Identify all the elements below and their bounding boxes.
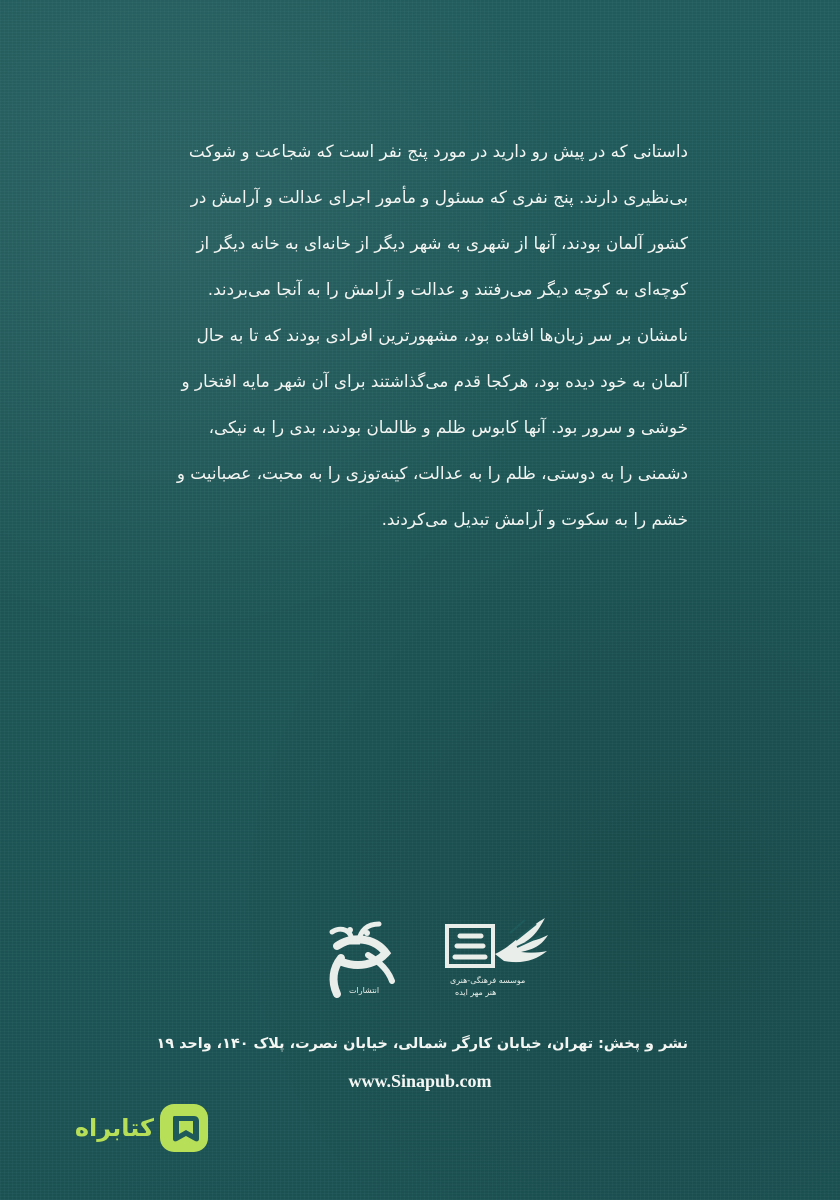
publisher-logos [0,910,840,1015]
blurb-line: خوشی و سرور بود. آنها کابوس ظلم و ظالمان بودند، بدی را به نیکی، [208,417,688,437]
honar-caption-line-2: هنر مهر ایده [455,988,497,997]
ketabrah-watermark [38,1100,228,1156]
blurb-line: داستانی که در پیش رو دارید در مورد پنج نفر است که شجاعت و شوکت [188,141,688,161]
honar-mehr-logo [437,910,553,1010]
blurb-line: بی‌نظیری دارند. پنج نفری که مسئول و مأمور اجرای عدالت و آرامش در [190,187,688,207]
ketabrah-logo-text: کتابراه [74,1114,154,1142]
sina-caption: انتشارات [349,986,380,995]
blurb-line: دشمنی را به دوستی، ظلم را به عدالت، کینه‌توزی را به محبت، عصبانیت و [176,463,688,483]
website-link[interactable]: www.Sinapub.com [348,1071,492,1091]
blurb-line: نامشان بر سر زبان‌ها افتاده بود، مشهورترین افرادی بودند که تا به حال [196,325,688,345]
blurb-line: کوچه‌ای به کوچه دیگر می‌رفتند و عدالت و آرامش را به آنجا می‌بردند. [207,279,688,299]
book-badge-icon [156,1100,212,1156]
blurb-line: کشور آلمان بودند، آنها از شهری به شهر دیگر از خانه‌ای به خانه دیگر از [196,233,688,253]
honar-caption-line-1: موسسه فرهنگی-هنری [450,976,526,985]
blurb-line: آلمان به خود دیده بود، هرکجا قدم می‌گذاشتند برای آن شهر مایه افتخار و [181,371,688,391]
publisher-address: نشر و پخش: تهران، خیابان کارگر شمالی، خیابان نصرت، پلاک ۱۴۰، واحد ۱۹ [156,1036,688,1052]
blurb-text [160,128,688,542]
sina-publisher-logo [307,910,412,1010]
blurb-line: خشم را به سکوت و آرامش تبدیل می‌کردند. [381,509,688,529]
